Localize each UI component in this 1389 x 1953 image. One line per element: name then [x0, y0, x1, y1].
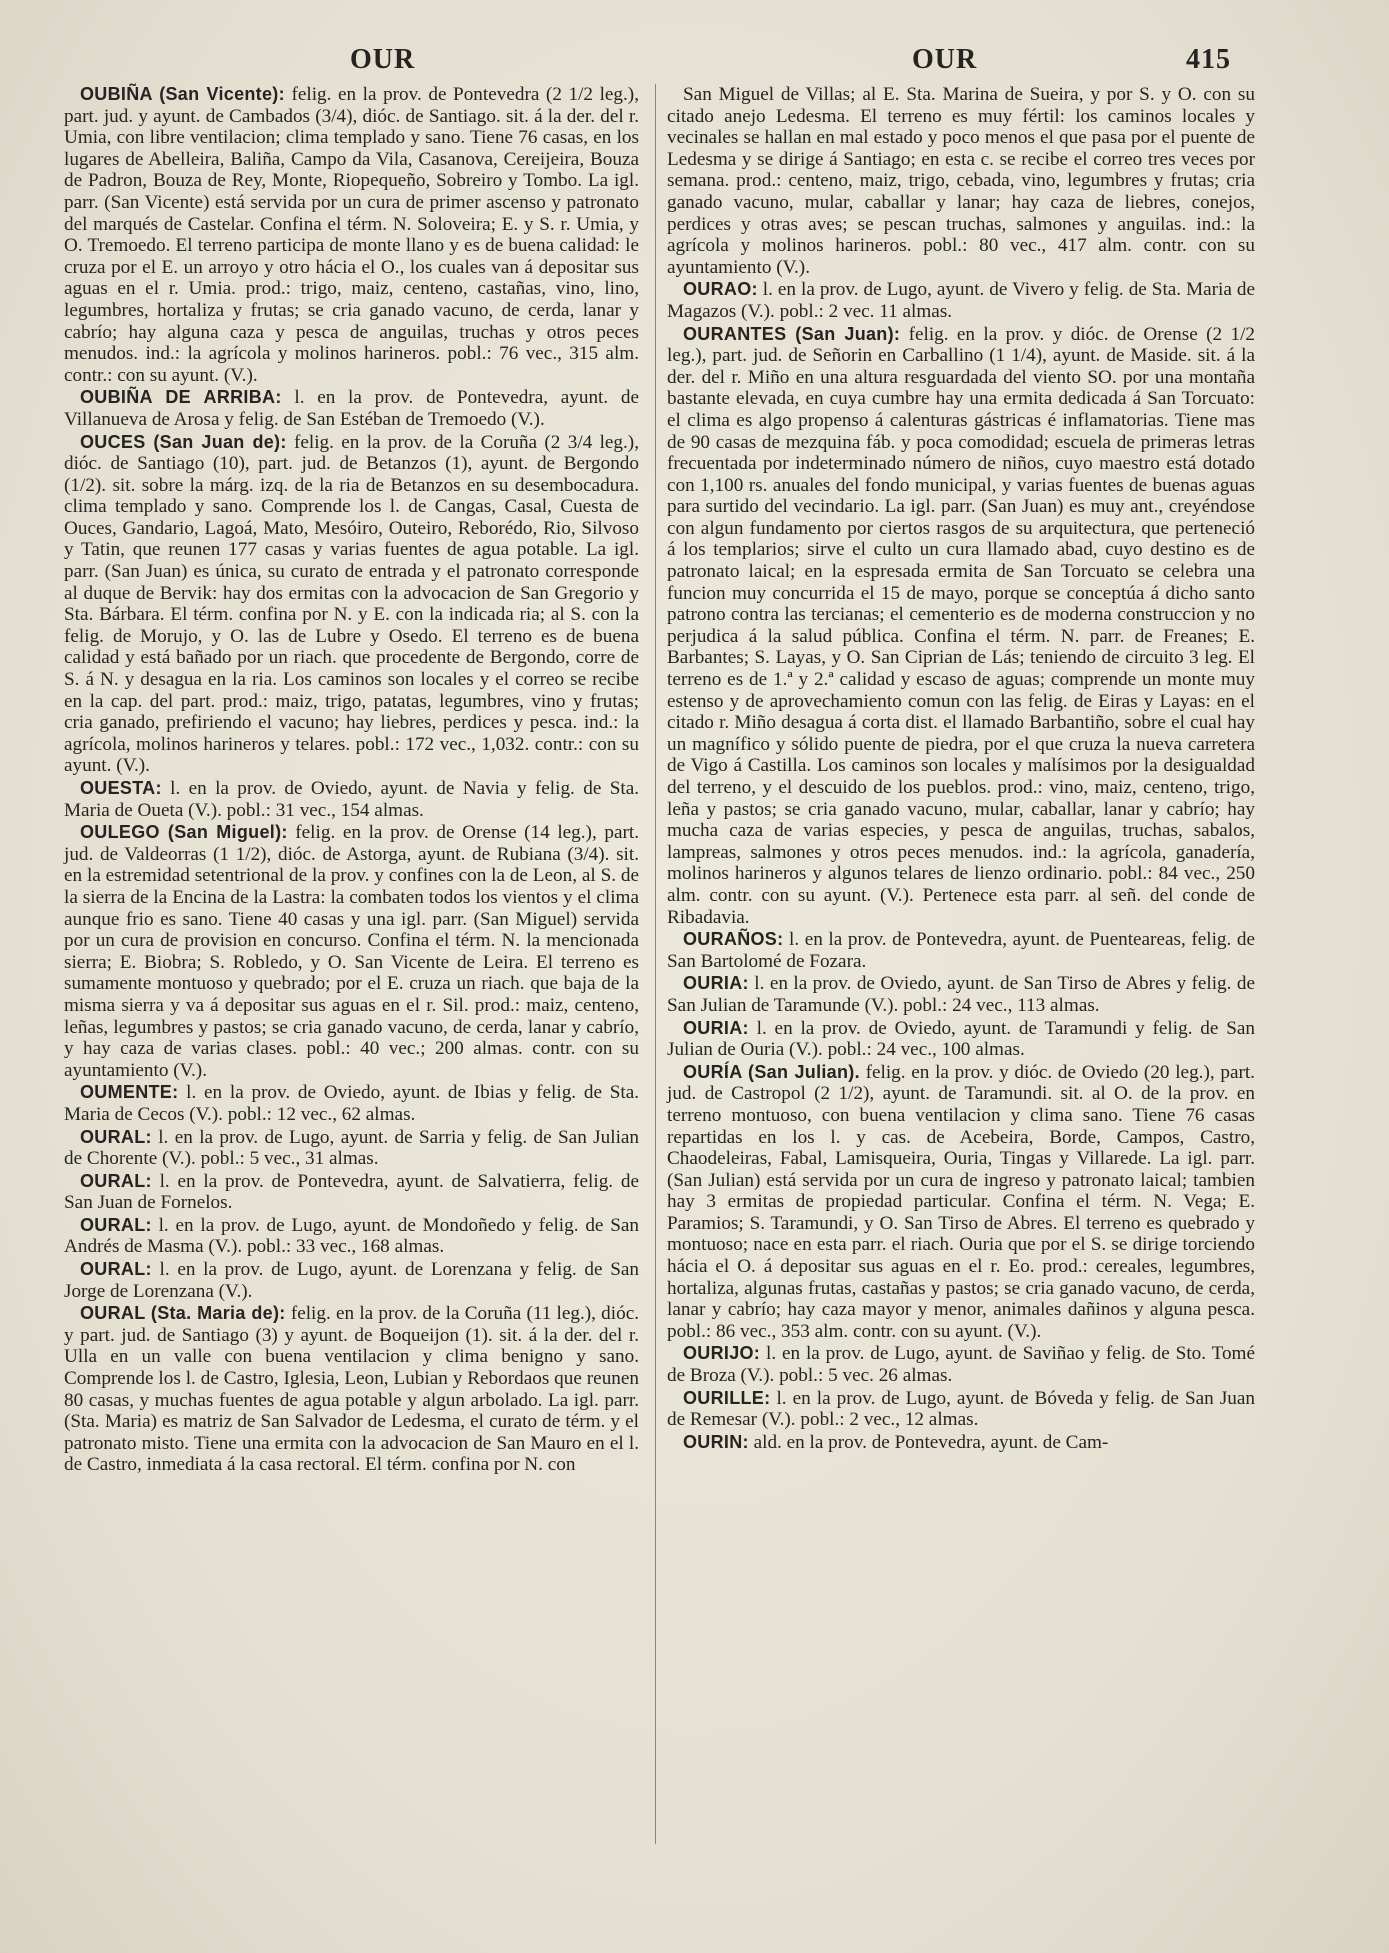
dictionary-entry	[64, 1215, 639, 1258]
entry-headword: OURAO:	[683, 279, 758, 300]
right-column	[667, 84, 1255, 1454]
dictionary-entry	[667, 929, 1255, 972]
dictionary-entry	[64, 1171, 639, 1214]
dictionary-entry	[64, 822, 639, 1081]
entry-text: l. en la prov. de Lugo, ayunt. de Mondoñedo y felig. de San Andrés de Masma (V.). pobl.: 33 vec., 168 almas.	[64, 1214, 639, 1258]
dictionary-entry	[64, 387, 639, 430]
entry-headword: OURIJO:	[683, 1343, 761, 1364]
dictionary-entry	[667, 1062, 1255, 1343]
entry-headword: OUBIÑA DE ARRIBA:	[80, 387, 282, 408]
dictionary-entry	[667, 973, 1255, 1016]
entry-text: l. en la prov. de Lugo, ayunt. de Lorenzana y felig. de San Jorge de Lorenzana (V.).	[64, 1259, 640, 1302]
entry-text: felig. en la prov. de la Coruña (11 leg.), dióc. y part. jud. de Santiago (3) y ayunt. de Boqueijon (1). sit. á la der. del r. Ulla en un valle con buena ventilacion y clima benigno y sano. Comprende los l. de Castro, Iglesia, Leon, Lubian y Rebordaos que reunen 80 casas, y muchas fuentes de agua potable y algun arbolado. La igl. parr. (Sta. Maria) es matriz de San Salvador de Ledesma, el curato de térm. y el patronato misto. Tiene una ermita con la advocacion de San Mauro en el l. de Castro, inmediata á la casa rectoral. El térm. confina por N. con	[64, 1303, 640, 1476]
entry-text: felig. en la prov. y dióc. de Oviedo (20 leg.), part. jud. de Castropol (2 1/2), ayunt. de Taramundi. sit. al O. de la prov. en terreno montuoso, con buena ventilacion y clima sano. Tiene 76 casas repartidas en los l. y cas. de Acebeira, Borde, Campos, Castro, Chaodeleiras, Fabal, Lamisqueira, Ouria, Tingas y Villarede. La igl. parr. (San Julian) está servida por un cura de ingreso y patronato laical; tambien hay 3 ermitas de propiedad particular. Confina el térm. N. Vega; E. Paramios; S. Taramundi, y O. San Tirso de Abres. El terreno es quebrado y montuoso; nace en esta parr. el riach. Ouria que por el S. se dirige torciendo hácia el O. á depositar sus aguas en el r. Eo. prod.: cereales, legumbres, hortaliza, algunas frutas, castañas y pastos; se cria ganado vacuno, de cerda, lanar y cabrío; hay caza mayor y menor, animales dañinos y alguna pesca. pobl.: 86 vec., 353 alm. contr. con su ayunt. (V.).	[667, 1061, 1255, 1342]
entry-headword: OUMENTE:	[80, 1082, 179, 1103]
dictionary-entry	[667, 324, 1255, 929]
dictionary-entry	[667, 1018, 1255, 1061]
entry-text: l. en la prov. de Lugo, ayunt. de Bóveda y felig. de San Juan de Remesar (V.). pobl.: 2 vec., 12 almas.	[667, 1387, 1255, 1431]
entry-text: l. en la prov. de Pontevedra, ayunt. de Villanueva de Arosa y felig. de San Estéban de Tremoedo (V.).	[64, 387, 639, 430]
entry-text: l. en la prov. de Pontevedra, ayunt. de Puenteareas, felig. de San Bartolomé de Fozara.	[667, 929, 1255, 972]
page-number: 415	[1186, 44, 1231, 75]
dictionary-entry	[667, 1388, 1255, 1431]
entry-headword: OURIA:	[683, 973, 749, 994]
entry-headword: OURANTES (San Juan):	[683, 323, 901, 344]
entry-headword: OURAL:	[80, 1259, 152, 1280]
column-divider	[655, 84, 656, 1844]
entry-headword: OURAL:	[80, 1126, 152, 1147]
entry-headword: OURAL:	[80, 1214, 152, 1235]
dictionary-entry	[64, 778, 639, 821]
entry-headword: OURIA:	[683, 1017, 749, 1038]
entry-headword: OUESTA:	[80, 778, 162, 798]
entry-headword: OUBIÑA (San Vicente):	[80, 84, 285, 104]
dictionary-entry	[64, 1082, 639, 1125]
dictionary-entry	[64, 1127, 639, 1170]
entry-text: l. en la prov. de Oviedo, ayunt. de Taramundi y felig. de San Julian de Ouria (V.). pobl.: 24 vec., 100 almas.	[667, 1017, 1255, 1061]
dictionary-entry	[64, 432, 639, 778]
entry-text: l. en la prov. de Lugo, ayunt. de Vivero y felig. de Sta. Maria de Magazos (V.). pobl.: 2 vec. 11 almas.	[667, 279, 1255, 322]
dictionary-entry	[667, 279, 1255, 322]
left-column	[64, 84, 639, 1477]
entry-headword: OURAL (Sta. Maria de):	[80, 1303, 286, 1324]
entry-text: l. en la prov. de Pontevedra, ayunt. de Salvatierra, felig. de San Juan de Fornelos.	[64, 1170, 639, 1214]
dictionary-entry	[667, 84, 1255, 278]
entry-text: ald. en la prov. de Pontevedra, ayunt. de Cam-	[753, 1431, 1109, 1453]
dictionary-entry	[64, 1259, 639, 1302]
dictionary-entry	[667, 1432, 1255, 1454]
entry-text: San Miguel de Villas; al E. Sta. Marina de Sueira, y por S. y O. con su citado anejo Ledesma. El terreno es muy fértil: los caminos locales y vecinales se hallan en mal estado y poco menos el que pasa por el puente de Ledesma y se dirige á Santiago; en esta c. se recibe el correo tres veces por semana. prod.: centeno, maiz, trigo, cebada, vino, legumbres y frutas; cria ganado vacuno, mular, caballar y lanar; hay caza de liebres, conejos, perdices y otras aves; se pescan truchas, salmones y anguilas. ind.: la agrícola y molinos harineros. pobl.: 80 vec., 417 alm. contr. con su ayuntamiento (V.).	[667, 84, 1255, 278]
entry-text: felig. en la prov. y dióc. de Orense (2 1/2 leg.), part. jud. de Señorin en Carballino (1 1/4), ayunt. de Maside. sit. á la der. del r. Miño en una altura resguardada del viento SO. por una montaña bastante elevada, en cuya cumbre hay una ermita dedicada á San Torcuato: el clima es algo propenso á calenturas gástricas é inflamatorias. Tiene mas de 90 casas de mezquina fáb. y poca comodidad; escuela de primeras letras frecuentada por indeterminado número de niños, cuyo maestro está dotado con 1,100 rs. anuales del fondo municipal, y varias fuentes de buenas aguas para surtido del vecindario. La igl. parr. (San Juan) es muy ant., creyéndose con algun fundamento por ciertos rasgos de su arquitectura, que perteneció á los templarios; sirve el culto un cura llamado abad, cuyo destino es de patronato laical; en la espresada ermita de San Torcuato se celebra una funcion muy concurrida el 15 de mayo, porque se conceptúa á dicho santo patrono contra las tercianas; el cementerio es de moderna construccion y no perjudica á la salud pública. Confina el térm. N. parr. de Freanes; E. Barbantes; S. Layas, y O. San Ciprian de Lás; teniendo de circuito 3 leg. El terreno es de 1.ª y 2.ª calidad y escaso de aguas; comprende un monte muy estenso y de aprovechamiento comun con las felig. de Eiras y Layas: en el citado r. Miño desagua á corta dist. el llamado Barbantiño, sobre el cual hay un magnífico y sólido puente de piedra, por el que cruza la nueva carretera de Vigo á Castilla. Los caminos son locales y malísimos por la desigualdad del terreno, y el descuido de los pueblos. prod.: vino, maiz, centeno, trigo, leña y pastos; se cria ganado vacuno, mular, caballar, lanar y cabrío; hay mucha caza de varias especies, y pesca de anguilas, truchas, sabalos, lampreas, salmones y otros peces menudos. ind.: la agrícola, ganadería, molinos harineros y algunos telares de lienzo ordinario. pobl.: 84 vec., 250 alm. contr. con su ayunt. (V.). Pertenece esta parr. al señ. del conde de Ribadavia.	[667, 323, 1256, 928]
entry-text: felig. en la prov. de Pontevedra (2 1/2 leg.), part. jud. y ayunt. de Cambados (3/4), dióc. de Santiago. sit. á la der. del r. Umia, con libre ventilacion; clima templado y sano. Tiene 76 casas, en los lugares de Abelleira, Baliña, Campo da Vila, Casanova, Cereijeira, Bouza de Padron, Bouza de Rey, Monte, Riopequeño, Sobreiro y Tombo. La igl. parr. (San Vicente) está servida por un cura de primer ascenso y patronato del marqués de Castelar. Confina el térm. N. Soloveira; E. y S. r. Umia, y O. Tremoedo. El terreno participa de monte llano y es de buena calidad: le cruza por el E. un arroyo y otro hácia el O., los cuales van á depositar sus aguas en el r. Umia. prod.: trigo, maiz, centeno, castañas, vino, lino, legumbres, hortaliza y frutas; se cria ganado vacuno, de cerda, lanar y cabrío; hay alguna caza y pesca de anguilas, truchas y otros peces menudos. ind.: la agrícola y molinos harineros. pobl.: 76 vec., 315 alm. contr.: con su ayunt. (V.).	[64, 84, 639, 386]
entry-headword: OUCES (San Juan de):	[80, 431, 287, 452]
entry-headword: OULEGO (San Miguel):	[80, 822, 288, 843]
entry-text: l. en la prov. de Lugo, ayunt. de Saviñao y felig. de Sto. Tomé de Broza (V.). pobl.: 5 vec. 26 almas.	[667, 1343, 1255, 1387]
dictionary-entry	[667, 1343, 1255, 1386]
dictionary-entry	[64, 84, 639, 386]
entry-headword: OURÍA (San Julian).	[683, 1061, 860, 1082]
entry-headword: OURAÑOS:	[683, 929, 784, 950]
entry-text: l. en la prov. de Oviedo, ayunt. de San Tirso de Abres y felig. de San Julian de Taramunde (V.). pobl.: 24 vec., 113 almas.	[667, 973, 1256, 1016]
running-header	[60, 44, 1260, 84]
entry-text: felig. en la prov. de la Coruña (2 3/4 leg.), dióc. de Santiago (10), part. jud. de Betanzos (1), ayunt. de Bergondo (1/2). sit. sobre la márg. izq. de la ria de Betanzos en su desembocadura. clima templado y sano. Comprende los l. de Cangas, Casal, Cuesta de Ouces, Gandario, Lagoá, Mato, Mesóiro, Outeiro, Reborédo, Rio, Silvoso y Tatin, que reunen 177 casas y varias fuentes de agua potable. La igl. parr. (San Juan) es única, su curato de entrada y el patronato corresponde al duque de Bervik: hay dos ermitas con la advocacion de San Gregorio y Sta. Bárbara. El térm. confina por N. y E. con la indicada ria; al S. con la felig. de Morujo, y O. las de Lubre y Osedo. El terreno es de buena calidad y está bañado por un riach. que procedente de Bergondo, corre de S. á N. y desagua en la ria. Los caminos son locales y el correo se recibe en la cap. del part. prod.: maiz, trigo, patatas, legumbres, vino y frutas; cria ganado, prefiriendo el vacuno; hay liebres, perdices y pesca. ind.: la agrícola, molinos harineros y telares. pobl.: 172 vec., 1,032. contr.: con su ayunt. (V.).	[64, 431, 639, 777]
entry-headword: OURIN:	[683, 1431, 749, 1452]
entry-text: l. en la prov. de Oviedo, ayunt. de Ibias y felig. de Sta. Maria de Cecos (V.). pobl.: 12 vec., 62 almas.	[64, 1082, 640, 1125]
entry-text: felig. en la prov. de Orense (14 leg.), part. jud. de Valdeorras (1 1/2), dióc. de Astorga, ayunt. de Rubiana (3/4). sit. en la estremidad setentrional de la prov. y confines con la de Leon, al S. de la sierra de la Encina de la Lastra: la combaten todos los vientos y el clima aunque frio es sano. Tiene 40 casas y una igl. parr. (San Miguel) servida por un cura de provision en concurso. Confina el térm. N. la mencionada sierra; E. Biobra; S. Robledo, y O. San Vicente de Leira. El terreno es sumamente montuoso y quebrado; por el E. cruza un riach. que baja de la misma sierra y va á depositar sus aguas en el r. Sil. prod.: maiz, centeno, leñas, legumbres y pastos; se cria ganado vacuno, de cerda, lanar y cabrío, y hay caza de varias clases. pobl.: 40 vec.; 200 almas. contr. con su ayuntamiento (V.).	[64, 822, 639, 1081]
entry-text: l. en la prov. de Oviedo, ayunt. de Navia y felig. de Sta. Maria de Oueta (V.). pobl.: 31 vec., 154 almas.	[64, 778, 640, 821]
entry-headword: OURAL:	[80, 1170, 152, 1191]
left-running-title: OUR	[350, 44, 416, 75]
right-running-title: OUR	[912, 44, 978, 75]
entry-headword: OURILLE:	[683, 1387, 771, 1408]
entry-text: l. en la prov. de Lugo, ayunt. de Sarria y felig. de San Julian de Chorente (V.). pobl.: 5 vec., 31 almas.	[64, 1126, 640, 1170]
dictionary-entry	[64, 1303, 639, 1476]
